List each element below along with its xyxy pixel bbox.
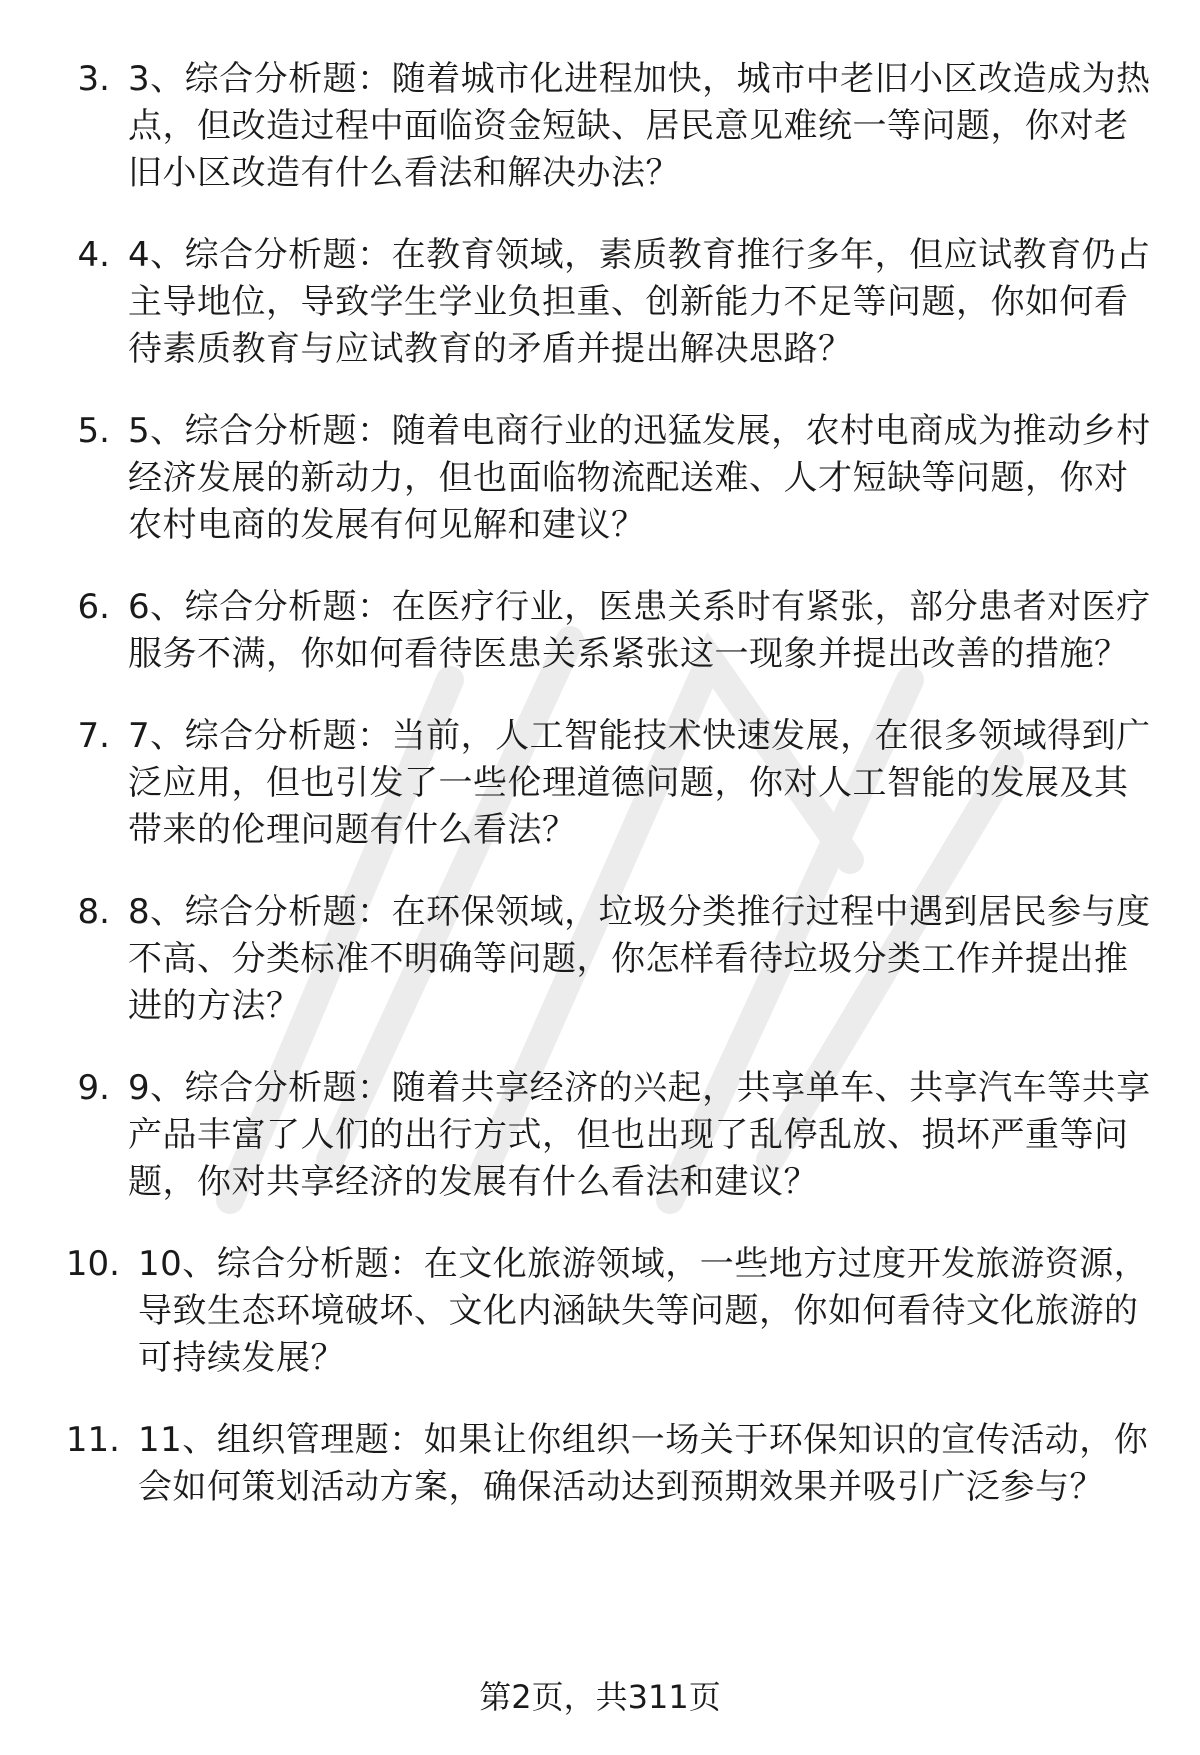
question-item [60,408,1160,549]
question-text: 8、综合分析题：在环保领域，垃圾分类推行过程中遇到居民参与度不高、分类标准不明确等问题，你怎样看待垃圾分类工作并提出推进的方法？ [128,892,1151,1026]
question-item [60,232,1160,373]
question-list [60,56,1160,1546]
question-text: 4、综合分析题：在教育领域，素质教育推行多年，但应试教育仍占主导地位，导致学生学业负担重、创新能力不足等问题，你如何看待素质教育与应试教育的矛盾并提出解决思路？ [128,235,1151,369]
question-item [60,56,1160,197]
question-text: 11、组织管理题：如果让你组织一场关于环保知识的宣传活动，你会如何策划活动方案，确保活动达到预期效果并吸引广泛参与？ [138,1420,1149,1507]
question-number: 6. [77,587,110,627]
question-text: 5、综合分析题：随着电商行业的迅猛发展，农村电商成为推动乡村经济发展的新动力，但也面临物流配送难、人才短缺等问题，你对农村电商的发展有何见解和建议？ [128,411,1151,545]
question-item [60,584,1160,678]
question-item [60,1241,1160,1382]
question-number: 5. [77,411,110,451]
question-item [60,1417,1160,1511]
question-number: 11. [65,1420,120,1460]
question-number: 4. [77,235,110,275]
question-number: 8. [77,892,110,932]
question-number: 3. [77,59,110,99]
question-number: 7. [77,716,110,756]
question-number: 10. [65,1244,120,1284]
question-item [60,713,1160,854]
question-text: 9、综合分析题：随着共享经济的兴起，共享单车、共享汽车等共享产品丰富了人们的出行方式，但也出现了乱停乱放、损坏严重等问题，你对共享经济的发展有什么看法和建议？ [128,1068,1151,1202]
question-text: 6、综合分析题：在医疗行业，医患关系时有紧张，部分患者对医疗服务不满，你如何看待医患关系紧张这一现象并提出改善的措施？ [128,587,1151,674]
question-text: 3、综合分析题：随着城市化进程加快，城市中老旧小区改造成为热点，但改造过程中面临资金短缺、居民意见难统一等问题，你对老旧小区改造有什么看法和解决办法？ [128,59,1151,193]
question-item [60,1065,1160,1206]
question-item [60,889,1160,1030]
question-text: 7、综合分析题：当前，人工智能技术快速发展，在很多领域得到广泛应用，但也引发了一些伦理道德问题，你对人工智能的发展及其带来的伦理问题有什么看法？ [128,716,1151,850]
page-number-footer: 第2页，共311页 [479,1678,721,1716]
question-number: 9. [77,1068,110,1108]
question-text: 10、综合分析题：在文化旅游领域，一些地方过度开发旅游资源，导致生态环境破坏、文化内涵缺失等问题，你如何看待文化旅游的可持续发展？ [138,1244,1149,1378]
